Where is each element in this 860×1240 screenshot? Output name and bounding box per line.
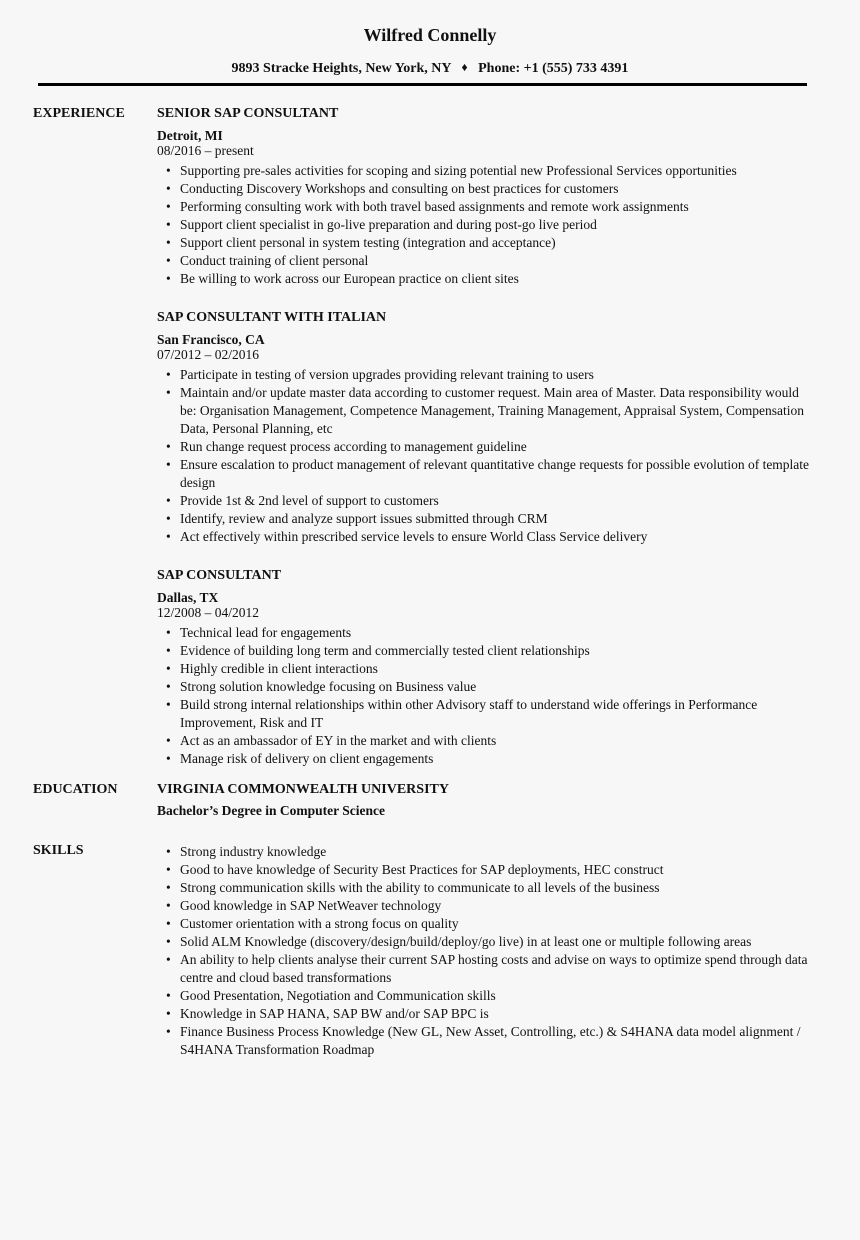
resume-body <box>0 106 860 1059</box>
job-entry <box>157 310 810 546</box>
section-label-education: EDUCATION <box>33 782 118 797</box>
skills-list <box>157 843 810 1059</box>
job-bullet: • Support client specialist in go-live preparation and during post-go live period <box>157 216 810 234</box>
job-bullet: • Evidence of building long term and commercially tested client relationships <box>157 642 810 660</box>
skills-content <box>157 843 810 1059</box>
job-bullet: • Provide 1st & 2nd level of support to customers <box>157 492 810 510</box>
education-section <box>33 782 810 819</box>
diamond-separator-icon: ♦ <box>461 60 468 74</box>
job-bullets <box>157 162 810 288</box>
skill-bullet: • Good Presentation, Negotiation and Communication skills <box>157 987 810 1005</box>
job-location: Dallas, TX <box>157 590 219 605</box>
education-content <box>157 782 810 819</box>
job-bullet: • Ensure escalation to product management of relevant quantitative change requests for possible evolution of template design <box>157 456 810 492</box>
job-dates: 07/2012 – 02/2016 <box>157 347 260 362</box>
job-bullet: • Maintain and/or update master data according to customer request. Main area of Master. Data responsibility would be: Organisation Management, Competence Management, Training Management, Appraisal System, Compensation Data, Personal Planning, etc <box>157 384 810 438</box>
job-bullet: • Conduct training of client personal <box>157 252 810 270</box>
job-dates: 08/2016 – present <box>157 143 254 158</box>
skill-bullet: • Knowledge in SAP HANA, SAP BW and/or SAP BPC is <box>157 1005 810 1023</box>
skills-section <box>33 843 810 1059</box>
resume-header <box>0 0 860 86</box>
skill-bullet: • Finance Business Process Knowledge (New GL, New Asset, Controlling, etc.) & S4HANA data model alignment / S4HANA Transformation Roadmap <box>157 1023 810 1059</box>
skill-bullet: • Good to have knowledge of Security Best Practices for SAP deployments, HEC construct <box>157 861 810 879</box>
job-bullet: • Highly credible in client interactions <box>157 660 810 678</box>
contact-line <box>0 59 860 77</box>
degree-name: Bachelor’s Degree in Computer Science <box>157 803 385 818</box>
skill-bullet: • Solid ALM Knowledge (discovery/design/build/deploy/go live) in at least one or multiple following areas <box>157 933 810 951</box>
job-bullet: • Build strong internal relationships within other Advisory staff to understand wide offerings in Performance Improvement, Risk and IT <box>157 696 810 732</box>
job-bullet: • Participate in testing of version upgrades providing relevant training to users <box>157 366 810 384</box>
job-bullet: • Technical lead for engagements <box>157 624 810 642</box>
job-bullet: • Support client personal in system testing (integration and acceptance) <box>157 234 810 252</box>
skill-bullet: • Strong communication skills with the ability to communicate to all levels of the business <box>157 879 810 897</box>
job-bullet: • Act effectively within prescribed service levels to ensure World Class Service delivery <box>157 528 810 546</box>
skill-bullet: • Good knowledge in SAP NetWeaver technology <box>157 897 810 915</box>
job-bullets <box>157 624 810 768</box>
job-location: Detroit, MI <box>157 128 223 143</box>
job-bullet: • Be willing to work across our European practice on client sites <box>157 270 810 288</box>
contact-phone: Phone: +1 (555) 733 4391 <box>478 61 629 76</box>
skill-bullet: • An ability to help clients analyse their current SAP hosting costs and advise on ways to optimize spend through data centre and cloud based transformations <box>157 951 810 987</box>
school-name: VIRGINIA COMMONWEALTH UNIVERSITY <box>157 782 449 797</box>
job-bullet: • Conducting Discovery Workshops and consulting on best practices for customers <box>157 180 810 198</box>
skill-bullet: • Strong industry knowledge <box>157 843 810 861</box>
job-title: SENIOR SAP CONSULTANT <box>157 106 339 121</box>
job-bullets <box>157 366 810 546</box>
job-location: San Francisco, CA <box>157 332 265 347</box>
job-bullet: • Performing consulting work with both travel based assignments and remote work assignments <box>157 198 810 216</box>
job-bullet: • Act as an ambassador of EY in the market and with clients <box>157 732 810 750</box>
job-bullet: • Identify, review and analyze support issues submitted through CRM <box>157 510 810 528</box>
experience-jobs <box>157 106 810 768</box>
section-label-skills: SKILLS <box>33 843 84 858</box>
experience-section <box>33 106 810 768</box>
contact-address: 9893 Stracke Heights, New York, NY <box>231 61 451 76</box>
job-bullet: • Manage risk of delivery on client engagements <box>157 750 810 768</box>
job-bullet: • Run change request process according to management guideline <box>157 438 810 456</box>
candidate-name: Wilfred Connelly <box>363 25 497 45</box>
job-entry <box>157 568 810 768</box>
job-entry <box>157 106 810 288</box>
header-divider <box>38 83 807 86</box>
section-label-experience: EXPERIENCE <box>33 106 125 121</box>
job-bullet: • Supporting pre-sales activities for scoping and sizing potential new Professional Services opportunities <box>157 162 810 180</box>
job-dates: 12/2008 – 04/2012 <box>157 605 260 620</box>
job-bullet: • Strong solution knowledge focusing on Business value <box>157 678 810 696</box>
job-title: SAP CONSULTANT <box>157 568 282 583</box>
skill-bullet: • Customer orientation with a strong focus on quality <box>157 915 810 933</box>
job-title: SAP CONSULTANT WITH ITALIAN <box>157 310 387 325</box>
